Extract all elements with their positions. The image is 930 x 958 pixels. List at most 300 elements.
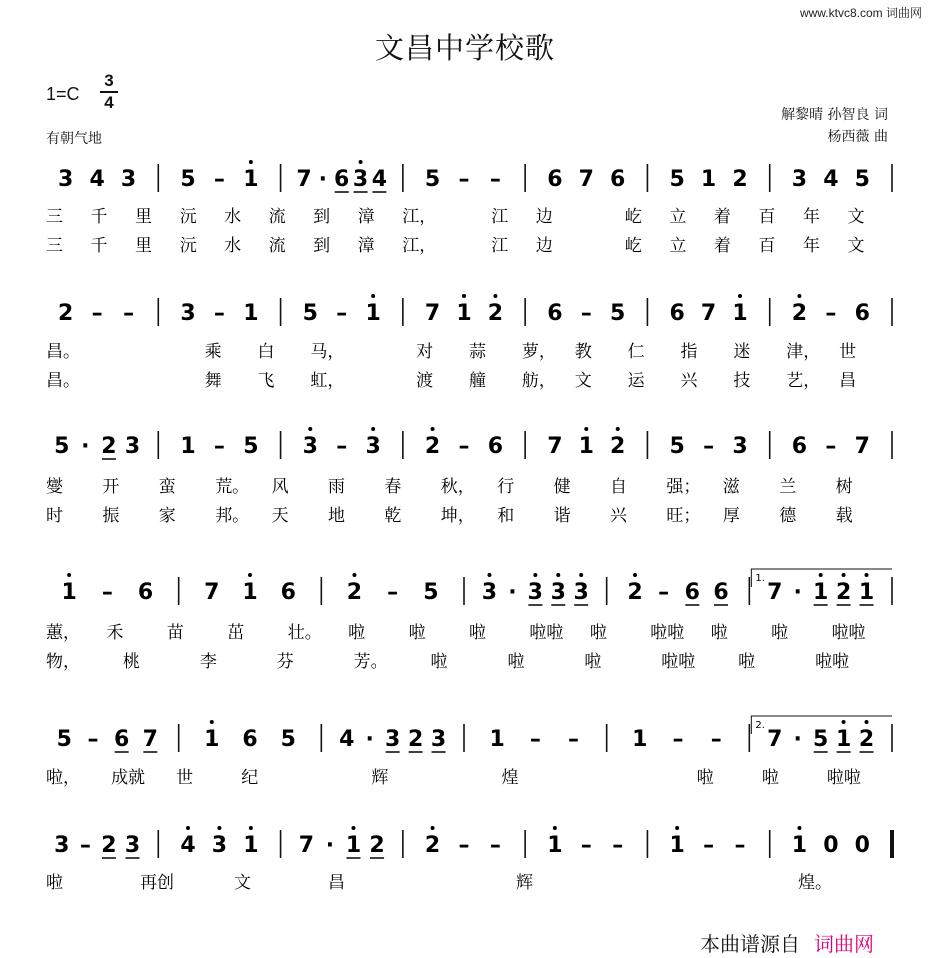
lyric-syllable: 啦 bbox=[589, 623, 607, 643]
note: 3 bbox=[573, 580, 589, 605]
note: 5 bbox=[180, 167, 196, 192]
octave-dot-high bbox=[675, 826, 679, 830]
lyric-syllable: 漳 bbox=[357, 207, 375, 227]
lyric-syllable: 成就 bbox=[111, 768, 146, 788]
octave-dot-high bbox=[633, 573, 637, 577]
octave-dot-high bbox=[186, 826, 190, 830]
note: 7 bbox=[296, 167, 312, 192]
lyric-syllable: 啦 bbox=[696, 768, 714, 788]
note: 2 bbox=[835, 580, 852, 605]
duration-dash: – bbox=[458, 833, 470, 858]
note: 1 bbox=[456, 301, 472, 326]
volta-number: 1. bbox=[755, 573, 765, 584]
note: 2 bbox=[369, 833, 385, 858]
lyric-syllable: 荒。 bbox=[215, 477, 250, 497]
lyric-syllable: 强； bbox=[666, 477, 701, 497]
duration-dash: – bbox=[710, 727, 722, 752]
lyric-syllable: 李 bbox=[199, 652, 217, 672]
note: 1 bbox=[243, 833, 259, 858]
lyric-syllable: 兴 bbox=[610, 506, 627, 526]
note: 5 bbox=[423, 580, 439, 605]
note: 3 bbox=[302, 434, 318, 459]
duration-dash: – bbox=[387, 580, 399, 605]
note: 0 bbox=[854, 833, 870, 858]
note: 7 bbox=[547, 434, 563, 459]
octave-dot-high bbox=[248, 573, 252, 577]
note: 4 bbox=[339, 727, 355, 752]
lyric-syllable: 兴 bbox=[680, 371, 698, 391]
lyric-syllable: 文 bbox=[574, 371, 592, 391]
lyric-syllable: 载 bbox=[835, 506, 853, 526]
note: · bbox=[508, 580, 517, 605]
lyric-syllable: 迷 bbox=[733, 342, 751, 362]
octave-dot-high bbox=[738, 294, 742, 298]
lyric-syllable: 到 bbox=[313, 236, 331, 256]
lyric-syllable: 啦 bbox=[761, 768, 779, 788]
note: 6 bbox=[684, 580, 700, 605]
octave-dot-high bbox=[371, 294, 375, 298]
lyric-syllable: 水 bbox=[224, 207, 242, 227]
lyric-syllable: 芬 bbox=[276, 652, 294, 672]
note: 3 bbox=[791, 167, 808, 192]
note: · bbox=[81, 434, 90, 459]
note: 3 bbox=[481, 580, 498, 605]
lyric-syllable: 漳 bbox=[357, 236, 375, 256]
note: 6 bbox=[547, 167, 563, 192]
note: 4 bbox=[823, 167, 839, 192]
duration-dash: – bbox=[489, 833, 501, 858]
lyric-syllable: 茁 bbox=[227, 623, 245, 643]
lyric-syllable: 江 bbox=[491, 207, 509, 227]
octave-dot-high bbox=[352, 826, 356, 830]
lyric-syllable: 啦 bbox=[507, 652, 525, 672]
lyric-syllable: 乘 bbox=[204, 342, 222, 362]
duration-dash: – bbox=[703, 833, 715, 858]
note: 2 bbox=[101, 833, 117, 858]
lyric-syllable: 秋， bbox=[440, 477, 475, 497]
lyric-syllable: 昌 bbox=[839, 371, 857, 391]
lyric-syllable: 坤， bbox=[440, 506, 475, 526]
note: 3 bbox=[430, 727, 447, 752]
lyric-syllable: 啦， bbox=[46, 768, 80, 788]
note: 3 bbox=[124, 434, 141, 459]
duration-dash: – bbox=[703, 434, 715, 459]
note: 3 bbox=[120, 167, 137, 192]
lyric-syllable: 屹 bbox=[624, 207, 642, 227]
octave-dot-high bbox=[67, 573, 71, 577]
duration-dash: – bbox=[213, 167, 225, 192]
note: 5 bbox=[54, 434, 70, 459]
lyric-syllable: 技 bbox=[733, 371, 751, 391]
lyric-syllable: 雨 bbox=[328, 477, 345, 497]
note: 4 bbox=[180, 833, 196, 858]
note: 6 bbox=[713, 580, 729, 605]
lyric-syllable: 着 bbox=[713, 207, 731, 227]
lyric-syllable: 年 bbox=[802, 207, 820, 227]
duration-dash: – bbox=[825, 301, 837, 326]
lyric-syllable: 旺； bbox=[666, 506, 701, 526]
note: 3 bbox=[352, 167, 369, 192]
lyric-syllable: 健 bbox=[553, 477, 571, 497]
note: 2 bbox=[487, 301, 504, 326]
note: 3 bbox=[527, 580, 543, 605]
lyric-syllable: 昌。 bbox=[46, 342, 80, 362]
duration-dash: – bbox=[458, 434, 470, 459]
lyric-syllable: 萝， bbox=[521, 342, 556, 362]
note: 4 bbox=[371, 167, 388, 192]
octave-dot-high bbox=[797, 826, 801, 830]
lyric-syllable: 地 bbox=[328, 506, 345, 526]
lyric-syllable: 虹， bbox=[310, 371, 345, 391]
lyric-syllable: 开 bbox=[102, 477, 120, 497]
octave-dot-high bbox=[217, 826, 221, 830]
lyric-syllable: 树 bbox=[835, 477, 853, 497]
lyric-syllable: 三 bbox=[46, 236, 63, 256]
lyric-syllable: 里 bbox=[135, 207, 153, 227]
lyric-syllable: 风 bbox=[271, 477, 289, 497]
octave-dot-high bbox=[865, 573, 869, 577]
octave-dot-high bbox=[431, 427, 435, 431]
lyric-syllable: 世 bbox=[176, 768, 194, 788]
lyric-syllable: 邦。 bbox=[215, 506, 250, 526]
note: 5 bbox=[813, 727, 829, 752]
lyric-syllable: 江 bbox=[491, 236, 509, 256]
lyric-syllable: 白 bbox=[257, 342, 275, 362]
note: 2 bbox=[732, 167, 748, 192]
duration-dash: – bbox=[612, 833, 624, 858]
note: 2 bbox=[424, 434, 441, 459]
lyric-syllable: 千 bbox=[90, 236, 108, 256]
lyric-syllable: 啦啦 bbox=[661, 652, 696, 672]
note: 7 bbox=[142, 727, 158, 752]
note: 7 bbox=[424, 301, 441, 326]
note: 5 bbox=[610, 301, 626, 326]
note: 1 bbox=[791, 833, 808, 858]
note: 3 bbox=[58, 167, 74, 192]
octave-dot-high bbox=[579, 573, 583, 577]
octave-dot-high bbox=[819, 573, 823, 577]
note: · bbox=[318, 167, 328, 192]
lyric-syllable: 和 bbox=[497, 506, 515, 526]
lyric-syllable: 运 bbox=[627, 371, 645, 391]
duration-dash: – bbox=[489, 167, 501, 192]
note: 6 bbox=[114, 727, 130, 752]
key-signature: 1=C bbox=[46, 84, 80, 104]
lyric-syllable: 到 bbox=[313, 207, 331, 227]
note: 6 bbox=[791, 434, 808, 459]
lyric-syllable: 啦 bbox=[348, 623, 366, 643]
note: 2 bbox=[610, 434, 626, 459]
lyric-syllable: 禾 bbox=[106, 623, 124, 643]
note: · bbox=[793, 727, 802, 752]
lyric-syllable: 兰 bbox=[779, 477, 797, 497]
lyric-syllable: 百 bbox=[758, 236, 776, 256]
octave-dot-high bbox=[371, 427, 375, 431]
note: 1 bbox=[345, 833, 362, 858]
note: 2 bbox=[858, 727, 875, 752]
lyric-syllable: 江， bbox=[402, 236, 437, 256]
lyric-syllable: 啦 bbox=[46, 873, 63, 893]
octave-dot-high bbox=[487, 573, 491, 577]
lyric-syllable: 桃 bbox=[122, 652, 140, 672]
lyric-syllable: 艟 bbox=[469, 371, 486, 391]
composer-credit: 杨西薇 曲 bbox=[827, 129, 888, 145]
duration-dash: – bbox=[458, 167, 470, 192]
lyric-syllable: 芳。 bbox=[353, 652, 388, 672]
lyric-syllable: 春 bbox=[384, 477, 402, 497]
note: 1 bbox=[243, 167, 259, 192]
note: · bbox=[365, 727, 374, 752]
lyric-syllable: 啦 bbox=[430, 652, 448, 672]
note: 6 bbox=[854, 301, 870, 326]
note: 2 bbox=[58, 301, 74, 326]
lyric-syllable: 时 bbox=[46, 506, 63, 526]
lyric-syllable: 马， bbox=[310, 342, 345, 362]
note: 3 bbox=[124, 833, 141, 858]
lyric-syllable: 千 bbox=[90, 207, 108, 227]
note: 6 bbox=[669, 301, 685, 326]
lyric-syllable: 家 bbox=[158, 506, 176, 526]
lyric-syllable: 物， bbox=[46, 652, 80, 672]
note: 3 bbox=[385, 727, 401, 752]
note: 1 bbox=[732, 301, 748, 326]
note: 1 bbox=[632, 727, 648, 752]
note: 7 bbox=[767, 580, 783, 605]
lyric-syllable: 纪 bbox=[241, 768, 259, 788]
lyric-syllable: 煌 bbox=[501, 768, 519, 788]
duration-dash: – bbox=[213, 301, 225, 326]
note: 2 bbox=[627, 580, 643, 605]
note: 5 bbox=[854, 167, 870, 192]
lyric-syllable: 昌 bbox=[328, 873, 345, 893]
octave-dot-high bbox=[842, 720, 846, 724]
lyric-syllable: 教 bbox=[574, 342, 592, 362]
octave-dot-high bbox=[493, 294, 497, 298]
note: 5 bbox=[280, 727, 296, 752]
lyric-syllable: 啦啦 bbox=[650, 623, 685, 643]
note: 2 bbox=[346, 580, 363, 605]
lyric-syllable: 滋 bbox=[722, 477, 740, 497]
duration-dash: – bbox=[672, 727, 684, 752]
octave-dot-high bbox=[462, 294, 466, 298]
octave-dot-high bbox=[249, 160, 253, 164]
note: 6 bbox=[280, 580, 296, 605]
lyric-syllable: 辉 bbox=[516, 873, 533, 893]
note: 3 bbox=[54, 833, 70, 858]
lyric-syllable: 飞 bbox=[257, 371, 275, 391]
lyric-syllable: 边 bbox=[535, 236, 553, 256]
lyric-syllable: 蒜 bbox=[469, 342, 486, 362]
lyric-syllable: 啦 bbox=[584, 652, 602, 672]
lyric-syllable: 啦啦 bbox=[815, 652, 850, 672]
octave-dot-high bbox=[842, 573, 846, 577]
note: 2 bbox=[424, 833, 441, 858]
lyric-syllable: 苗 bbox=[166, 623, 184, 643]
note: 1 bbox=[204, 727, 220, 752]
lyric-syllable: 辉 bbox=[371, 768, 389, 788]
note: · bbox=[793, 580, 802, 605]
octave-dot-high bbox=[865, 720, 869, 724]
note: 6 bbox=[334, 167, 350, 192]
octave-dot-high bbox=[533, 573, 537, 577]
lyric-syllable: 舞 bbox=[204, 371, 222, 391]
note: 5 bbox=[424, 167, 441, 192]
source-footer bbox=[700, 928, 874, 957]
duration-dash: – bbox=[213, 434, 225, 459]
footer-brand: 词曲网 bbox=[814, 932, 874, 956]
note: 2 bbox=[101, 434, 117, 459]
octave-dot-high bbox=[308, 427, 312, 431]
lyricist-credit: 解黎晴 孙智良 词 bbox=[781, 107, 888, 123]
note: 4 bbox=[89, 167, 105, 192]
song-title: 文昌中学校歌 bbox=[374, 31, 555, 65]
lyric-syllable: 江， bbox=[402, 207, 437, 227]
duration-dash: – bbox=[79, 833, 91, 858]
lyric-syllable: 文 bbox=[847, 236, 865, 256]
note: 3 bbox=[180, 301, 196, 326]
lyric-syllable: 沅 bbox=[179, 207, 197, 227]
lyric-syllable: 文 bbox=[234, 873, 251, 893]
lyric-syllable: 立 bbox=[669, 236, 687, 256]
lyric-syllable: 世 bbox=[839, 342, 857, 362]
lyric-syllable: 啦啦 bbox=[529, 623, 564, 643]
lyric-syllable: 谐 bbox=[553, 506, 571, 526]
octave-dot-high bbox=[352, 573, 356, 577]
lyric-syllable: 仁 bbox=[627, 342, 645, 362]
duration-dash: – bbox=[123, 301, 135, 326]
note: 1 bbox=[547, 833, 563, 858]
duration-dash: – bbox=[580, 833, 592, 858]
note: 1 bbox=[700, 167, 717, 192]
lyric-syllable: 百 bbox=[758, 207, 776, 227]
lyric-syllable: 厚 bbox=[722, 506, 740, 526]
lyric-syllable: 艺， bbox=[786, 371, 821, 391]
note: 1 bbox=[365, 301, 381, 326]
octave-dot-high bbox=[249, 826, 253, 830]
note: 1 bbox=[858, 580, 875, 605]
duration-dash: – bbox=[336, 434, 348, 459]
lyric-syllable: 里 bbox=[135, 236, 153, 256]
note: 1 bbox=[835, 727, 852, 752]
lyric-syllable: 舫， bbox=[521, 371, 556, 391]
octave-dot-high bbox=[556, 573, 560, 577]
tempo-marking: 有朝气地 bbox=[46, 131, 102, 147]
duration-dash: – bbox=[336, 301, 348, 326]
lyric-syllable: 三 bbox=[46, 207, 63, 227]
note: 7 bbox=[700, 301, 717, 326]
note: 1 bbox=[813, 580, 829, 605]
lyric-syllable: 边 bbox=[535, 207, 553, 227]
time-sig-top: 3 bbox=[104, 71, 114, 90]
lyric-syllable: 燮 bbox=[46, 477, 63, 497]
note: 2 bbox=[407, 727, 424, 752]
lyric-syllable: 啦 bbox=[738, 652, 756, 672]
note: 3 bbox=[732, 434, 748, 459]
note: 1 bbox=[242, 580, 258, 605]
volta-number: 2. bbox=[755, 720, 765, 731]
lyric-syllable: 乾 bbox=[384, 506, 402, 526]
note: 7 bbox=[298, 833, 315, 858]
octave-dot-high bbox=[797, 294, 801, 298]
note: 1 bbox=[61, 580, 77, 605]
note: 1 bbox=[243, 301, 259, 326]
note: 7 bbox=[578, 167, 594, 192]
note: 2 bbox=[791, 301, 808, 326]
lyric-syllable: 水 bbox=[224, 236, 242, 256]
note: 3 bbox=[211, 833, 228, 858]
note: 1 bbox=[669, 833, 685, 858]
lyric-syllable: 对 bbox=[416, 342, 434, 362]
note: 6 bbox=[487, 434, 504, 459]
lyric-syllable: 啦 bbox=[408, 623, 426, 643]
note: 3 bbox=[550, 580, 566, 605]
note: 6 bbox=[242, 727, 258, 752]
lyric-syllable: 着 bbox=[713, 236, 731, 256]
lyric-syllable: 渡 bbox=[416, 371, 434, 391]
octave-dot-high bbox=[616, 427, 620, 431]
site-watermark: www.ktvc8.com 词曲网 bbox=[799, 6, 922, 20]
note: 1 bbox=[180, 434, 196, 459]
note: 1 bbox=[578, 434, 594, 459]
footer-prefix: 本曲谱源自 bbox=[700, 932, 800, 956]
lyric-syllable: 天 bbox=[271, 506, 289, 526]
octave-dot-high bbox=[431, 826, 435, 830]
lyric-syllable: 津， bbox=[786, 342, 821, 362]
lyric-syllable: 啦 bbox=[710, 623, 728, 643]
lyric-syllable: 年 bbox=[802, 236, 820, 256]
lyric-syllable: 振 bbox=[102, 506, 120, 526]
octave-dot-high bbox=[584, 427, 588, 431]
octave-dot-high bbox=[553, 826, 557, 830]
note: 6 bbox=[610, 167, 626, 192]
lyric-syllable: 啦啦 bbox=[831, 623, 866, 643]
lyric-syllable: 啦啦 bbox=[826, 768, 861, 788]
note: 7 bbox=[204, 580, 220, 605]
lyric-syllable: 流 bbox=[268, 236, 286, 256]
duration-dash: – bbox=[734, 833, 746, 858]
lyric-syllable: 沅 bbox=[179, 236, 197, 256]
note: 6 bbox=[547, 301, 563, 326]
lyric-syllable: 啦 bbox=[771, 623, 789, 643]
note: 0 bbox=[823, 833, 839, 858]
note: 5 bbox=[302, 301, 318, 326]
lyric-syllable: 自 bbox=[610, 477, 627, 497]
note: 5 bbox=[243, 434, 259, 459]
lyric-syllable: 立 bbox=[669, 207, 687, 227]
lyric-syllable: 德 bbox=[779, 506, 797, 526]
lyric-syllable: 蛮 bbox=[158, 477, 176, 497]
note: 5 bbox=[669, 434, 685, 459]
duration-dash: – bbox=[87, 727, 99, 752]
duration-dash: – bbox=[825, 434, 837, 459]
lyric-syllable: 文 bbox=[847, 207, 865, 227]
note: 5 bbox=[56, 727, 72, 752]
duration-dash: – bbox=[91, 301, 103, 326]
octave-dot-high bbox=[359, 160, 363, 164]
lyric-syllable: 指 bbox=[680, 342, 698, 362]
note: 5 bbox=[669, 167, 685, 192]
lyric-syllable: 啦 bbox=[469, 623, 486, 643]
lyric-syllable: 昌。 bbox=[46, 371, 80, 391]
note: 6 bbox=[137, 580, 154, 605]
lyric-syllable: 行 bbox=[497, 477, 515, 497]
lyric-syllable: 屹 bbox=[624, 236, 642, 256]
duration-dash: – bbox=[568, 727, 580, 752]
duration-dash: – bbox=[580, 301, 592, 326]
note: 1 bbox=[489, 727, 505, 752]
duration-dash: – bbox=[101, 580, 113, 605]
note: 3 bbox=[365, 434, 381, 459]
